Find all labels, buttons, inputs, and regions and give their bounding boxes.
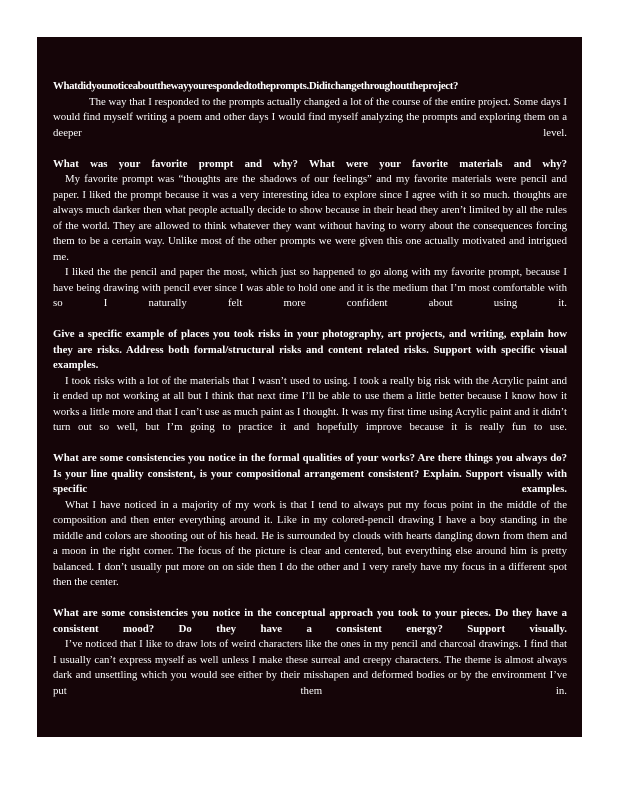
section-question: What was your favorite prompt and why? What were your favorite materials and why? [53,157,567,170]
section-paragraph: I took risks with a lot of the materials that I wasn’t used to using. I took a really big risk with the Acrylic paint and it ended up not working at all but I think that next time I’ll be able to use them a little better because I know how it works a little more and that I can’t use as much paint as I thought. It was my first time using Acrylic paint and it didn’t turn out so well, but I’m going to practice it and hopefully improve because it is really fun to use. [53,374,567,433]
section-response-change [53,79,567,141]
section-paragraph: I liked the the pencil and paper the most, which just so happened to go along with my favorite prompt, because I have being drawing with pencil ever since I was able to hold one and it is the medium that I’m most comfortable with so I naturally felt more confident about using it. [53,266,567,309]
section-paragraph: The way that I responded to the prompts actually changed a lot of the course of the entire project. Some days I would find myself writing a poem and other days I would find myself analyzing the prompts and exploring them on a deeper level. [53,95,567,139]
section-question: What are some consistencies you notice in the conceptual approach you took to your pieces. Do they have a consistent mood? Do they have a consistent energy? Support visually. [53,607,567,635]
section-question: Give a specific example of places you took risks in your photography, art projects, and writing, explain how they are risks. Address both formal/structural risks and content related risks. Support with specific visual examples. [53,328,567,371]
section-paragraph: My favorite prompt was “thoughts are the shadows of our feelings” and my favorite materials were pencil and paper. I liked the prompt because it was a very interesting idea to explore since I agree with it so much. thoughts are always much darker then what people actually decide to show because in their head they aren’t limited by all the rules of the world. They are allowed to think whatever they want without having to worry about the consequences forcing them to be a certain way. Unlike most of the other prompts we were given this one actually motivated and intrigued me. [53,173,567,263]
section-formal-consistencies [53,451,567,591]
section-conceptual-consistencies [53,606,567,699]
section-paragraph: What I have noticed in a majority of my work is that I tend to always put my focus point in the middle of the composition and then enter everything around it. Like in my colored-pencil drawing I have a boy standing in the middle and colors are shooting out of his head. He is surrounded by clouds with hearts dangling down from them and a moon in the right corner. The focus of the picture is clear and centered, but everything else around him is pretty balanced. I don’t usually put more on on side then I do the other and I very rarely have my focus in a different spot then the center. [53,498,567,588]
section-risks [53,327,567,436]
text-panel [37,37,582,737]
section-question: Whatdidyounoticeaboutthewayyourespondedtotheprompts.Diditchangethroughouttheproject? [53,80,459,92]
section-paragraph: I’ve noticed that I like to draw lots of weird characters like the ones in my pencil and charcoal drawings. I find that I usually can’t express myself as well unless I make these surreal and creepy characters. The theme is almost always dark and unsettling which you would see either by their misshapen and deformed bodies or by the environment I’ve put them in. [53,638,567,697]
section-question: What are some consistencies you notice in the formal qualities of your works? Are there things you always do? Is your line quality consistent, is your compositional arrangement consistent? Explain. Support visually with specific examples. [53,452,567,495]
section-favorite-prompt [53,157,567,312]
